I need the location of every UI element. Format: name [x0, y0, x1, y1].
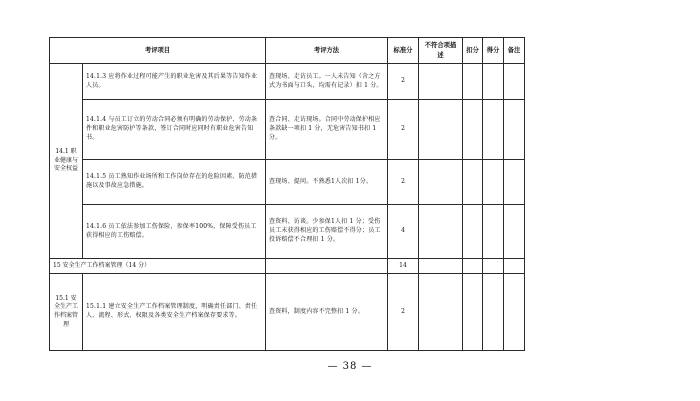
category-cell: 14.1 职业健康与安全权益 [50, 64, 83, 259]
nonconform-cell [419, 205, 463, 259]
standard-score-cell: 2 [388, 64, 419, 100]
table-row [50, 160, 525, 205]
method-cell: 查资料，制度内容不完整扣 1 分。 [266, 274, 388, 351]
table-row [50, 205, 525, 259]
table-row [50, 274, 525, 351]
score-cell [483, 100, 504, 160]
method-cell [266, 259, 388, 274]
standard-score-cell: 2 [388, 274, 419, 351]
remark-cell [504, 259, 525, 274]
section-title: 15 安全生产工作档案管理（14 分） [50, 259, 266, 274]
remark-cell [504, 160, 525, 205]
method-cell: 查现场、走访员工。一人未告知（含之方式为书面与口头，均需有记录）扣 1 分。 [266, 64, 388, 100]
nonconform-cell [419, 64, 463, 100]
deduct-cell [463, 205, 483, 259]
item-cell: 15.1.1 建立安全生产工作档案管理制度，明确责任部门、责任人、流程、形式、权限及各类安全生产档案保存要求等。 [83, 274, 266, 351]
deduct-cell [463, 259, 483, 274]
section-row [50, 259, 525, 274]
method-cell: 查合同、走访现场。合同中劳动保护相应条款缺一项扣 1 分，无危害告知书扣 1 分。 [266, 100, 388, 160]
remark-cell [504, 274, 525, 351]
deduct-cell [463, 100, 483, 160]
deduct-cell [463, 274, 483, 351]
score-cell [483, 205, 504, 259]
standard-score-cell: 4 [388, 205, 419, 259]
deduct-cell [463, 160, 483, 205]
header-method: 考评方法 [266, 38, 388, 64]
standard-score-cell: 2 [388, 100, 419, 160]
page-number: — 38 — [327, 361, 373, 372]
score-cell [483, 274, 504, 351]
evaluation-table [49, 37, 525, 351]
table-row [50, 64, 525, 100]
nonconform-cell [419, 100, 463, 160]
header-score: 得分 [483, 38, 504, 64]
standard-score-cell: 2 [388, 160, 419, 205]
nonconform-cell [419, 274, 463, 351]
header-deduct: 扣分 [463, 38, 483, 64]
item-cell: 14.1.4 与员工订立的劳动合同必须有明确的劳动保护、劳动条件和职业危害防护等条款，签订合同时应同时有职业危害告知书。 [83, 100, 266, 160]
score-cell [483, 64, 504, 100]
nonconform-cell [419, 259, 463, 274]
score-cell [483, 160, 504, 205]
header-remark: 备注 [504, 38, 525, 64]
remark-cell [504, 100, 525, 160]
item-cell: 14.1.5 员工熟知作业场所和工作岗位存在的危险因素、防范措施以及事故应急措施。 [83, 160, 266, 205]
table-row [50, 100, 525, 160]
method-cell: 查资料、访谈。少参保1人扣 1 分；受伤员工未获得相应的工伤赔偿不得分；员工投诉赔偿不合理扣 1 分。 [266, 205, 388, 259]
method-cell: 查现场、提问。不熟悉1人次扣 1分。 [266, 160, 388, 205]
table-header-row [50, 38, 525, 64]
item-cell: 14.1.6 员工依法参加工伤保险，参保率100%，保障受伤员工获得相应的工伤赔偿。 [83, 205, 266, 259]
category-cell: 15.1 安全生产工作档案管理 [50, 274, 83, 351]
header-standard: 标准分 [388, 38, 419, 64]
nonconform-cell [419, 160, 463, 205]
header-nonconform: 不符合项描述 [419, 38, 463, 64]
header-item: 考评项目 [50, 38, 266, 64]
deduct-cell [463, 64, 483, 100]
item-cell: 14.1.3 应将作业过程可能产生的职业危害及其后果等告知作业人员。 [83, 64, 266, 100]
section-score-cell: 14 [388, 259, 419, 274]
score-cell [483, 259, 504, 274]
remark-cell [504, 205, 525, 259]
remark-cell [504, 64, 525, 100]
